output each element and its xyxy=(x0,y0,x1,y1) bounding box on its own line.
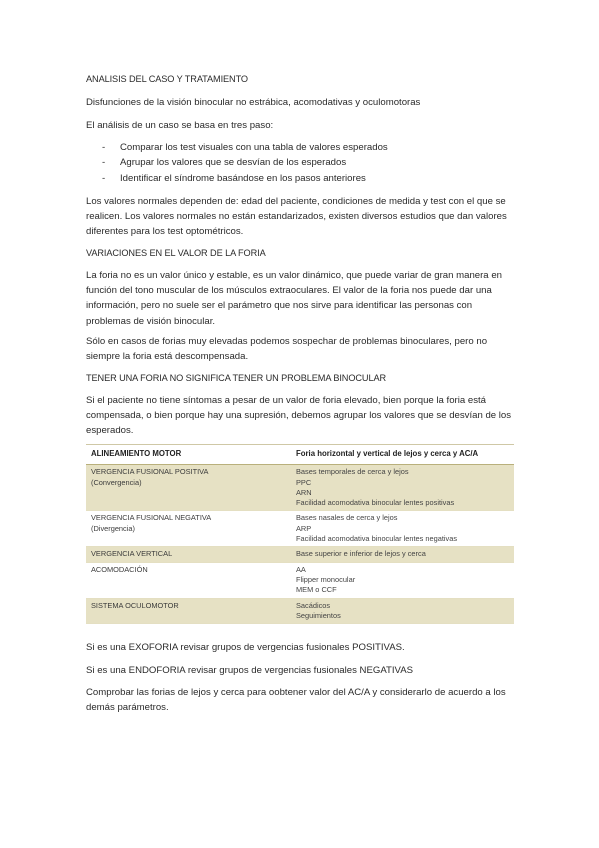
step-text: Identificar el síndrome basándose en los pasos anteriores xyxy=(120,172,366,184)
cell-line: Bases nasales de cerca y lejos xyxy=(296,513,398,523)
table-cell xyxy=(291,598,514,624)
paragraph-casos: Sólo en casos de forias muy elevadas podemos sospechar de problemas binoculares, pero no siempre la foria está descompensada. xyxy=(86,336,488,363)
cell-line: VERGENCIA VERTICAL xyxy=(91,549,173,559)
section-heading-tener: TENER UNA FORIA NO SIGNIFICA TENER UN PROBLEMA BINOCULAR xyxy=(86,373,387,383)
table-cell xyxy=(291,562,514,598)
steps-list xyxy=(86,140,514,186)
step-text: Agrupar los valores que se desvían de los esperados xyxy=(120,157,347,169)
table-cell xyxy=(291,511,514,547)
table-cell xyxy=(291,547,514,562)
cell-line: VERGENCIA FUSIONAL NEGATIVA xyxy=(91,513,212,523)
document-title: ANALISIS DEL CASO Y TRATAMIENTO xyxy=(86,74,248,84)
dash-marker: - xyxy=(102,172,106,184)
table-cell xyxy=(291,465,514,511)
cell-line: ARP xyxy=(296,523,312,533)
cell-line: MEM o CCF xyxy=(296,585,337,595)
cell-line: ACOMODACIÓN xyxy=(91,564,148,574)
cell-line: Facilidad acomodativa binocular lentes positivas xyxy=(296,498,455,508)
table-header-row xyxy=(86,445,514,465)
cell-line: Flipper monocular xyxy=(296,574,356,584)
list-item xyxy=(86,171,514,186)
cell-line: (Convergencia) xyxy=(91,477,142,487)
paragraph-paciente: Si el paciente no tiene síntomas a pesar de un valor de foria elevado, bien porque la foria está compensada, o bien porque hay una supresión, debemos agrupar los valores que se desvían de los esperados. xyxy=(86,395,512,437)
table-header-cell: ALINEAMIENTO MOTOR xyxy=(91,449,182,458)
cell-line: SISTEMA OCULOMOTOR xyxy=(91,600,179,610)
section-heading-foria: VARIACIONES EN EL VALOR DE LA FORIA xyxy=(86,248,266,258)
cell-line: (Divergencia) xyxy=(91,523,135,533)
list-item xyxy=(86,140,514,155)
list-item xyxy=(86,155,514,170)
paragraph-foria: La foria no es un valor único y estable, es un valor dinámico, que puede variar de gran manera en función del tono muscular de los músculos extraoculares. El valor de la foria nos puede dar una información, pero no suele ser el parámetro que nos sirve para identificar las personas con problemas de visión binocular. xyxy=(86,270,502,327)
step-text: Comparar los test visuales con una tabla de valores esperados xyxy=(120,142,388,153)
cell-line: Bases temporales de cerca y lejos xyxy=(296,467,409,477)
paragraph-comprobar: Comprobar las forias de lejos y cerca para oobtener valor del AC/A y considerarlo de acuerdo a los demás parámetros. xyxy=(86,687,506,714)
motor-alignment-table xyxy=(86,444,514,624)
paragraph-exoforia: Si es una EXOFORIA revisar grupos de vergencias fusionales POSITIVAS. xyxy=(86,642,405,653)
paragraph-endoforia: Si es una ENDOFORIA revisar grupos de vergencias fusionales NEGATIVAS xyxy=(86,665,414,676)
table-cell xyxy=(86,511,291,547)
subtitle: Disfunciones de la visión binocular no estrábica, acomodativas y oculomotoras xyxy=(86,97,421,108)
table-row xyxy=(86,547,514,562)
cell-line: Sacádicos xyxy=(296,600,331,610)
intro-paragraph: El análisis de un caso se basa en tres paso: xyxy=(86,120,274,131)
cell-line: Seguimientos xyxy=(296,610,341,620)
table-row xyxy=(86,465,514,511)
table-cell xyxy=(86,598,291,624)
table-cell xyxy=(86,562,291,598)
cell-line: Base superior e inferior de lejos y cerca xyxy=(296,549,426,559)
dash-marker: - xyxy=(102,157,106,169)
table-cell xyxy=(86,547,291,562)
table-row xyxy=(86,511,514,547)
table-row xyxy=(86,598,514,624)
dash-marker: - xyxy=(102,142,106,153)
cell-line: Facilidad acomodativa binocular lentes negativas xyxy=(296,534,458,544)
cell-line: PPC xyxy=(296,477,312,487)
table-header-cell: Foria horizontal y vertical de lejos y cerca y AC/A xyxy=(296,449,479,458)
cell-line: AA xyxy=(296,564,306,574)
paragraph-valores-normales: Los valores normales dependen de: edad del paciente, condiciones de medida y test con el que se realicen. Los valores normales no están estandarizados, existen diversos estudios que dan valores diferentes para los test optométricos. xyxy=(86,196,507,238)
table-row xyxy=(86,562,514,598)
cell-line: ARN xyxy=(296,487,312,497)
cell-line: VERGENCIA FUSIONAL POSITIVA xyxy=(91,467,209,477)
table-cell xyxy=(86,465,291,511)
